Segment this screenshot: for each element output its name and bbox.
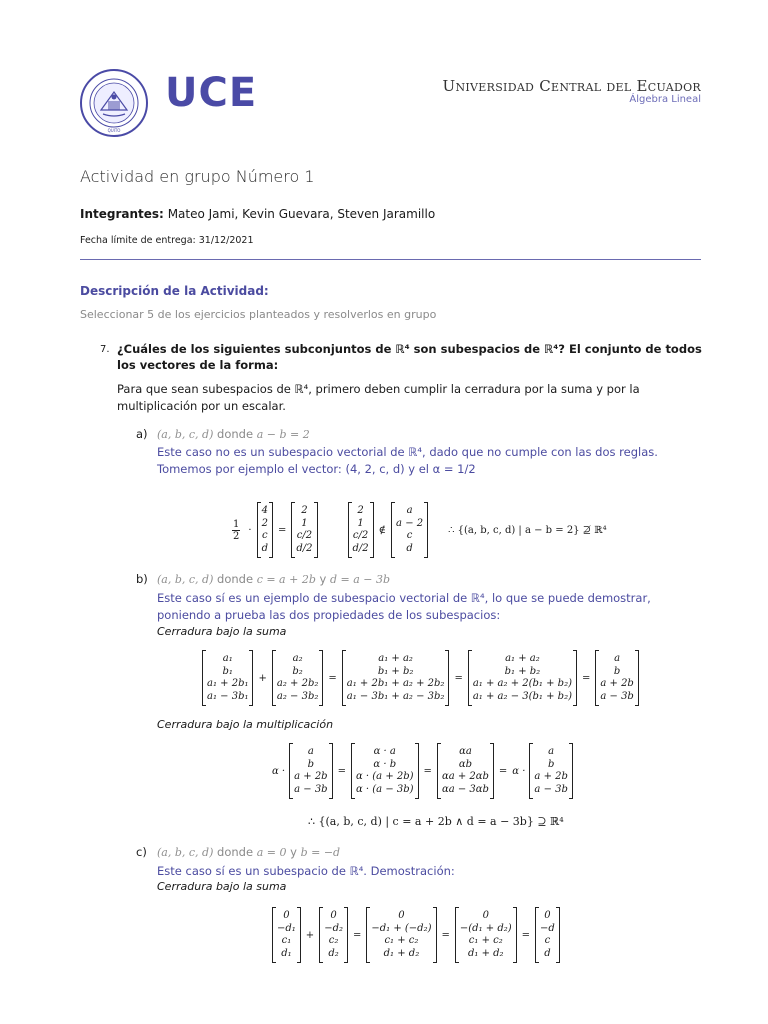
members-names: Mateo Jami, Kevin Guevara, Steven Jaramillo (167, 207, 436, 221)
item-a-conclusion: ∴ {(a, b, c, d) | a − b = 2} ⊉ ℝ⁴ (448, 524, 607, 536)
svg-text:QUITO: QUITO (107, 128, 121, 133)
item-c-label: c) (136, 845, 147, 859)
item-a-donde: donde (217, 427, 254, 441)
item-a-explanation: Este caso no es un subespacio vectorial de ℝ⁴, dado que no cumple con las dos reglas. Tomemos por ejemplo el vector: (4, 2, c, d) y el α = 1/2 (157, 445, 658, 476)
item-c-explanation: Este caso sí es un subespacio de ℝ⁴. Demostración: (157, 864, 455, 878)
description-text: Seleccionar 5 de los ejercicios planteados y resolverlos en grupo (80, 308, 437, 321)
item-b-statement (157, 572, 390, 586)
item-a-condition: a − b = 2 (256, 428, 310, 441)
item-c-donde: donde (217, 845, 254, 859)
page-title: Actividad en grupo Número 1 (80, 167, 315, 186)
item-c-sum-equation: 0 −d₁ c₁ d₁ + 0 −d₂ c₂ d₂ = 0 −d₁ + (−d₂) c₁ + c₂ d₁ + d₂ = 0 −(d₁ + d₂) c₁ + c₂ d₁ + d₂ = 0 −d c d (272, 908, 560, 962)
item-c-cond1: a = 0 (256, 846, 287, 859)
description-heading: Descripción de la Actividad: (80, 284, 269, 298)
item-c-cond2: b = −d (300, 846, 341, 859)
item-c-statement (157, 845, 340, 859)
question-text: ¿Cuáles de los siguientes subconjuntos de ℝ⁴ son subespacios de ℝ⁴? El conjunto de todos los vectores de la forma: (117, 342, 702, 372)
item-a-label: a) (136, 427, 148, 441)
course-name: Álgebra Lineal (629, 94, 701, 105)
members-label: Integrantes: (80, 207, 164, 221)
item-c-set: (a, b, c, d) (157, 846, 214, 859)
divider (80, 259, 701, 260)
item-b-set: (a, b, c, d) (157, 573, 214, 586)
item-a-equation: $\frac{1}{2}$ · 4 2 c d = 2 1 c/2 d/2 2 1 c/2 d/2 ∉ a a − 2 c d ∴ {(a, b, c, d) | a − b = 2} ⊉ ℝ⁴ (232, 503, 607, 557)
deadline: Fecha límite de entrega: 31/12/2021 (80, 235, 254, 246)
item-b-explanation: Este caso sí es un ejemplo de subespacio vectorial de ℝ⁴, lo que se puede demostrar, poniendo a prueba las dos propiedades de los subespacios: (157, 591, 651, 622)
question-intro: Para que sean subespacios de ℝ⁴, primero deben cumplir la cerradura por la suma y por la multiplicación por un escalar. (117, 382, 640, 413)
uce-logo-text: UCE (165, 70, 258, 116)
item-b-cond2: d = a − 3b (330, 573, 391, 586)
item-b-label: b) (136, 572, 148, 586)
item-b-sum-equation: a₁ b₁ a₁ + 2b₁ a₁ − 3b₁ + a₂ b₂ a₂ + 2b₂ a₂ − 3b₂ = a₁ + a₂ b₁ + b₂ a₁ + 2b₁ + a₂ + 2b₂ a₁ − 3b₁ + a₂ − 3b₂ = a₁ + a₂ b₁ + b₂ a₁ + a₂ + 2(b₁ + b₂) a₁ + a₂ − 3(b₁ + b₂) = a b a + 2b a − 3b (202, 651, 639, 705)
item-b-sum-heading: Cerradura bajo la suma (157, 625, 287, 638)
members-line (80, 207, 435, 221)
item-c-sum-heading: Cerradura bajo la suma (157, 880, 287, 893)
item-b-mult-equation: α · a b a + 2b a − 3b = α · a α · b α · (a + 2b) α · (a − 3b) = αa αb αa + 2αb αa − 3αb = α · a b a + 2b a − 3b (272, 744, 573, 798)
question-number: 7. (100, 344, 110, 355)
item-b-conclusion: ∴ {(a, b, c, d) | c = a + 2b ∧ d = a − 3b} ⊇ ℝ⁴ (308, 815, 564, 828)
item-b-mult-heading: Cerradura bajo la multiplicación (157, 718, 334, 731)
item-c-y: y (290, 845, 297, 859)
item-a-set: (a, b, c, d) (157, 428, 214, 441)
university-seal-logo (79, 68, 149, 138)
item-a-statement (157, 427, 310, 441)
university-name: Universidad Central del Ecuador (442, 77, 701, 95)
item-b-cond1: c = a + 2b (256, 573, 316, 586)
item-b-donde: donde (217, 572, 254, 586)
item-b-y: y (319, 572, 327, 586)
